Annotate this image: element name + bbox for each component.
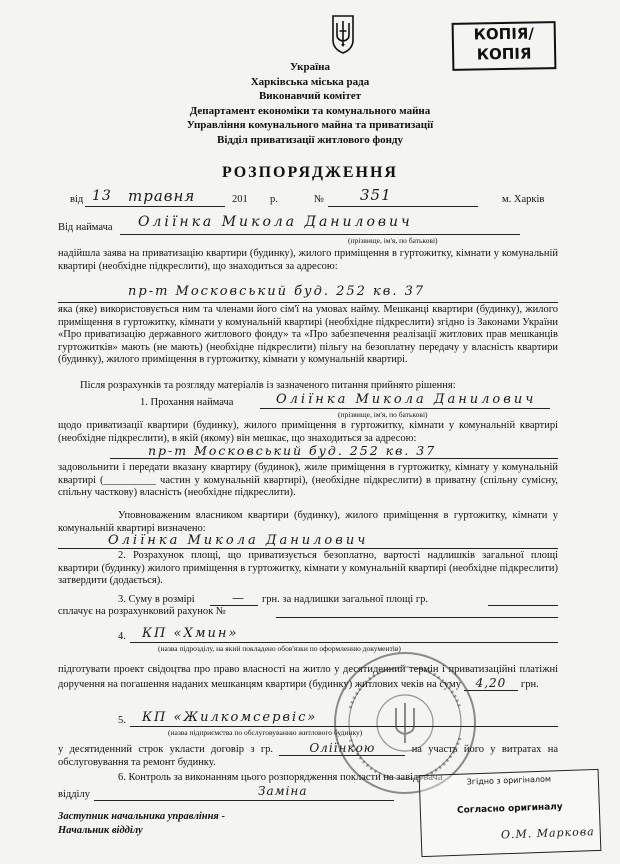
certification-stamp: Згідно з оригіналом Согласно оригиналу О.М. Маркова	[419, 769, 602, 857]
paragraph-transfer: задовольнити і передати вказану квартиру (будинок), жиле приміщення в гуртожитку, кімнату у комунальній квартирі (__________ частин у комунальній квартирі), (необхідне підкреслити) в приватну (спільну сумісну, спільну часткову) власність (необхідне підкреслити).	[58, 462, 558, 499]
header-division: Відділ приватизації житлового фонду	[216, 133, 403, 146]
item-1: 1. Прохання наймача Оліїнка Микола Данилович (прізвище, ім'я, по батькові)	[80, 394, 558, 422]
copy-stamp: КОПІЯ/ КОПІЯ	[452, 21, 557, 71]
page-title: РОЗПОРЯДЖЕННЯ	[222, 164, 398, 181]
item-2: 2. Розрахунок площі, що приватизується безоплатно, вартості надлишків загальної площі квартири (будинку) жилого приміщення в гуртожитку, кімнати у комунальній квартирі (необхідне підкреслити) затвердити (додається).	[58, 550, 558, 587]
header-committee: Виконавчий комітет	[258, 90, 362, 102]
tenant-name: Оліїнка Микола Данилович	[138, 214, 413, 230]
paragraph-application: надійшла заява на приватизацію квартири (будинку), жилого приміщення в гуртожитку, кімнати у комунальній квартирі (необхідне підкреслити), що знаходиться за адресою:	[58, 248, 558, 272]
date-day: 13	[92, 188, 112, 204]
paragraph-certificate: підготувати проект свідоцтва про право власності на житло у десятиденний термін і приватизаційні платіжні доручення на погашення наданих мешканцям квартири (будинку) житлових чеків на суму 4,20 грн.	[58, 664, 558, 690]
owner-line: Оліїнка Микола Данилович	[58, 534, 558, 552]
paragraph-decision: Після розрахунків та розгляду матеріалів із зазначеного питання прийнято рішення:	[80, 380, 456, 391]
trident-emblem-icon	[330, 13, 356, 55]
date-month: травня	[128, 187, 196, 205]
paragraph-usage: яка (яке) використовується ним та членами його сім'ї на умовах найму. Мешканці квартири (будинку), жилого приміщення в гуртожитку, кімнати у комунальній квартирі (необхідне підкреслити) згідно із Законами України «Про приватизацію державного житлового фонду» та «Про забезпечення реалізації житлових прав мешканців гуртожитків» мають (не мають) (необхідне підкреслити) пільгу на безоплатну передачу у власність квартири (будинку), жилого приміщення в гуртожитку, кімнати у комунальній квартирі.	[58, 304, 558, 366]
item-4: 4. КП «Хмин» (назва підрозділу, на який покладено обов'язки по оформленню документів)	[58, 628, 558, 658]
paragraph-contract: у десятиденний строк укласти договір з гр. Оліїнкою на участь його у витратах на обслуговування та ремонт будинку.	[58, 741, 559, 768]
item-6: 6. Контроль за виконанням цього розпорядження покласти на завідувача	[118, 772, 443, 783]
address-line: пр-т Московський буд. 252 кв. 37	[58, 284, 558, 306]
item-3: 3. Суму в розмірі — грн. за надлишки загальної площі гр. сплачує на розрахунковий рахунок №	[58, 594, 558, 624]
header-country: Україна	[289, 61, 331, 73]
tenant-line: Від наймача Оліїнка Микола Данилович (прізвище, ім'я, по батькові)	[58, 214, 558, 244]
division-line: відділу Заміна	[58, 786, 558, 804]
paragraph-privatization: щодо приватизації квартири (будинку), жилого приміщення в гуртожитку, кімнати у комунальній квартирі (необхідне підкреслити), в якій (якому) він мешкає, що знаходиться за адресою:	[58, 420, 558, 444]
header-department: Департамент економіки та комунального майна	[189, 104, 431, 117]
header-directorate: Управління комунального майна та приватизації	[186, 119, 434, 131]
item-5: 5. КП «Жилкомсервіс» (назва підприємства по обслуговуванню житлового будинку)	[58, 712, 558, 740]
header	[100, 60, 520, 147]
paragraph-owner: Уповноваженим власником квартири (будинку), жилого приміщення в гуртожитку, кімнати у комунальній квартирі визначено:	[58, 510, 558, 534]
address-line-2: пр-т Московський буд. 252 кв. 37	[58, 444, 558, 462]
header-council: Харківська міська рада	[250, 75, 370, 88]
signature-block: Заступник начальника управління - Начальник відділу	[58, 811, 225, 836]
doc-number: 351	[360, 186, 392, 204]
date-line: від 13 травня 201 р. № 351 м. Харків	[70, 186, 545, 205]
